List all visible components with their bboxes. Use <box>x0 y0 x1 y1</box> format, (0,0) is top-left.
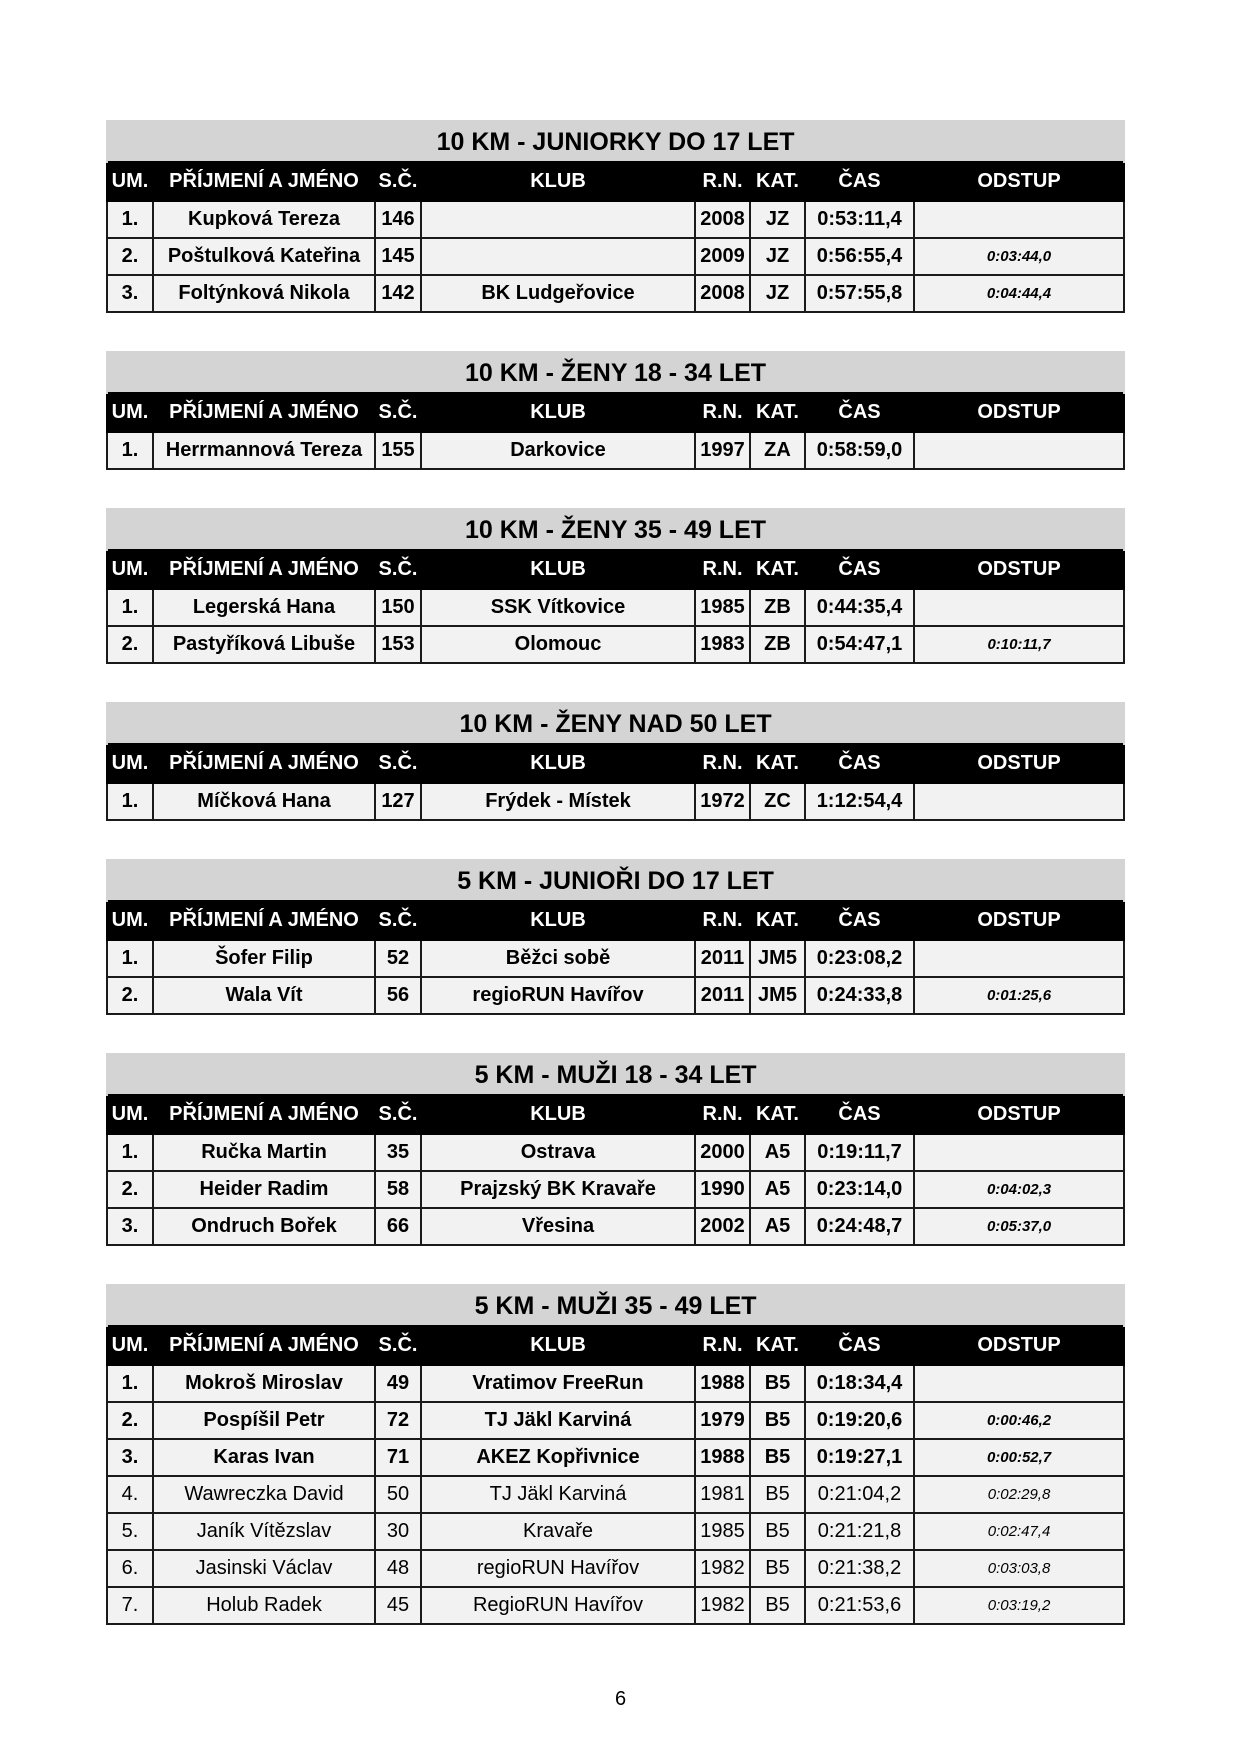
column-header-um: UM. <box>107 744 153 783</box>
category-cell: B5 <box>750 1550 805 1587</box>
gap-cell: 0:03:03,8 <box>914 1550 1124 1587</box>
column-header-rn: R.N. <box>695 550 750 589</box>
table-row <box>107 1402 1124 1439</box>
column-header-kat: KAT. <box>750 550 805 589</box>
column-header-name: PŘÍJMENÍ A JMÉNO <box>153 550 375 589</box>
year-cell: 2011 <box>695 977 750 1014</box>
gap-cell: 0:00:52,7 <box>914 1439 1124 1476</box>
bib-cell: 48 <box>375 1550 421 1587</box>
gap-cell <box>914 940 1124 977</box>
bib-cell: 72 <box>375 1402 421 1439</box>
club-cell: RegioRUN Havířov <box>421 1587 695 1624</box>
category-cell: JZ <box>750 275 805 312</box>
name-cell: Heider Radim <box>153 1171 375 1208</box>
year-cell: 1972 <box>695 783 750 820</box>
gap-cell <box>914 1365 1124 1402</box>
place-cell: 1. <box>107 783 153 820</box>
column-header-club: KLUB <box>421 393 695 432</box>
column-header-gap: ODSTUP <box>914 901 1124 940</box>
category-cell: JZ <box>750 238 805 275</box>
name-cell: Wala Vít <box>153 977 375 1014</box>
column-header-cas: ČAS <box>805 162 914 201</box>
time-cell: 0:44:35,4 <box>805 589 914 626</box>
column-header-name: PŘÍJMENÍ A JMÉNO <box>153 393 375 432</box>
column-header-gap: ODSTUP <box>914 1095 1124 1134</box>
club-cell: Běžci sobě <box>421 940 695 977</box>
bib-cell: 52 <box>375 940 421 977</box>
time-cell: 0:21:53,6 <box>805 1587 914 1624</box>
place-cell: 3. <box>107 275 153 312</box>
column-header-name: PŘÍJMENÍ A JMÉNO <box>153 1326 375 1365</box>
time-cell: 0:18:34,4 <box>805 1365 914 1402</box>
year-cell: 1985 <box>695 1513 750 1550</box>
section-title: 10 KM - ŽENY NAD 50 LET <box>107 703 1124 744</box>
time-cell: 0:21:04,2 <box>805 1476 914 1513</box>
table-row <box>107 1587 1124 1624</box>
gap-cell: 0:02:29,8 <box>914 1476 1124 1513</box>
column-header-club: KLUB <box>421 1095 695 1134</box>
results-table <box>106 1053 1125 1246</box>
gap-cell <box>914 432 1124 469</box>
bib-cell: 145 <box>375 238 421 275</box>
column-header-gap: ODSTUP <box>914 162 1124 201</box>
column-header-cas: ČAS <box>805 744 914 783</box>
section-title: 10 KM - ŽENY 18 - 34 LET <box>107 352 1124 393</box>
club-cell <box>421 201 695 238</box>
page-number: 6 <box>614 1688 627 1710</box>
column-header-rn: R.N. <box>695 393 750 432</box>
column-header-cas: ČAS <box>805 550 914 589</box>
bib-cell: 45 <box>375 1587 421 1624</box>
gap-cell: 0:04:44,4 <box>914 275 1124 312</box>
gap-cell: 0:00:46,2 <box>914 1402 1124 1439</box>
time-cell: 0:21:38,2 <box>805 1550 914 1587</box>
place-cell: 2. <box>107 238 153 275</box>
table-row <box>107 275 1124 312</box>
gap-cell <box>914 783 1124 820</box>
section-title: 5 KM - MUŽI 35 - 49 LET <box>107 1285 1124 1326</box>
time-cell: 0:23:14,0 <box>805 1171 914 1208</box>
year-cell: 1990 <box>695 1171 750 1208</box>
column-header-um: UM. <box>107 1326 153 1365</box>
club-cell: SSK Vítkovice <box>421 589 695 626</box>
club-cell: regioRUN Havířov <box>421 977 695 1014</box>
club-cell: Prajzský BK Kravaře <box>421 1171 695 1208</box>
bib-cell: 146 <box>375 201 421 238</box>
year-cell: 2002 <box>695 1208 750 1245</box>
column-header-gap: ODSTUP <box>914 393 1124 432</box>
table-row <box>107 1550 1124 1587</box>
name-cell: Ručka Martin <box>153 1134 375 1171</box>
column-header-rn: R.N. <box>695 162 750 201</box>
results-table <box>106 120 1125 313</box>
category-cell: B5 <box>750 1587 805 1624</box>
category-cell: JM5 <box>750 940 805 977</box>
category-cell: JZ <box>750 201 805 238</box>
results-table <box>106 859 1125 1015</box>
table-row <box>107 201 1124 238</box>
club-cell <box>421 238 695 275</box>
column-header-rn: R.N. <box>695 901 750 940</box>
name-cell: Pastyříková Libuše <box>153 626 375 663</box>
club-cell: Darkovice <box>421 432 695 469</box>
results-section <box>106 859 1123 1015</box>
category-cell: B5 <box>750 1402 805 1439</box>
column-header-club: KLUB <box>421 901 695 940</box>
gap-cell: 0:04:02,3 <box>914 1171 1124 1208</box>
results-section <box>106 1053 1123 1246</box>
category-cell: ZC <box>750 783 805 820</box>
column-header-cas: ČAS <box>805 901 914 940</box>
table-row <box>107 1513 1124 1550</box>
column-header-row <box>107 1095 1124 1134</box>
time-cell: 0:19:11,7 <box>805 1134 914 1171</box>
name-cell: Holub Radek <box>153 1587 375 1624</box>
category-cell: B5 <box>750 1513 805 1550</box>
time-cell: 0:19:27,1 <box>805 1439 914 1476</box>
section-title: 10 KM - JUNIORKY DO 17 LET <box>107 121 1124 162</box>
column-header-kat: KAT. <box>750 901 805 940</box>
column-header-kat: KAT. <box>750 1326 805 1365</box>
bib-cell: 153 <box>375 626 421 663</box>
section-title: 10 KM - ŽENY 35 - 49 LET <box>107 509 1124 550</box>
column-header-club: KLUB <box>421 162 695 201</box>
place-cell: 1. <box>107 1134 153 1171</box>
bib-cell: 35 <box>375 1134 421 1171</box>
place-cell: 2. <box>107 1171 153 1208</box>
name-cell: Wawreczka David <box>153 1476 375 1513</box>
column-header-sc: S.Č. <box>375 744 421 783</box>
column-header-row <box>107 1326 1124 1365</box>
place-cell: 2. <box>107 1402 153 1439</box>
bib-cell: 50 <box>375 1476 421 1513</box>
time-cell: 0:19:20,6 <box>805 1402 914 1439</box>
column-header-row <box>107 744 1124 783</box>
place-cell: 4. <box>107 1476 153 1513</box>
column-header-kat: KAT. <box>750 393 805 432</box>
category-cell: A5 <box>750 1171 805 1208</box>
column-header-cas: ČAS <box>805 1095 914 1134</box>
time-cell: 0:56:55,4 <box>805 238 914 275</box>
place-cell: 1. <box>107 940 153 977</box>
year-cell: 1988 <box>695 1365 750 1402</box>
column-header-um: UM. <box>107 1095 153 1134</box>
column-header-um: UM. <box>107 901 153 940</box>
club-cell: BK Ludgeřovice <box>421 275 695 312</box>
column-header-kat: KAT. <box>750 1095 805 1134</box>
column-header-row <box>107 393 1124 432</box>
gap-cell <box>914 589 1124 626</box>
column-header-name: PŘÍJMENÍ A JMÉNO <box>153 901 375 940</box>
club-cell: TJ Jäkl Karviná <box>421 1476 695 1513</box>
results-section <box>106 1284 1123 1625</box>
time-cell: 0:24:48,7 <box>805 1208 914 1245</box>
club-cell: Vratimov FreeRun <box>421 1365 695 1402</box>
bib-cell: 66 <box>375 1208 421 1245</box>
results-section <box>106 702 1123 821</box>
name-cell: Ondruch Bořek <box>153 1208 375 1245</box>
table-row <box>107 1476 1124 1513</box>
year-cell: 1981 <box>695 1476 750 1513</box>
gap-cell: 0:03:19,2 <box>914 1587 1124 1624</box>
year-cell: 2011 <box>695 940 750 977</box>
column-header-um: UM. <box>107 162 153 201</box>
column-header-gap: ODSTUP <box>914 550 1124 589</box>
column-header-sc: S.Č. <box>375 1095 421 1134</box>
year-cell: 2008 <box>695 201 750 238</box>
results-table <box>106 702 1125 821</box>
results-section <box>106 120 1123 313</box>
column-header-rn: R.N. <box>695 744 750 783</box>
table-row <box>107 940 1124 977</box>
name-cell: Poštulková Kateřina <box>153 238 375 275</box>
club-cell: AKEZ Kopřivnice <box>421 1439 695 1476</box>
results-sections <box>106 120 1123 1663</box>
column-header-name: PŘÍJMENÍ A JMÉNO <box>153 162 375 201</box>
time-cell: 0:53:11,4 <box>805 201 914 238</box>
name-cell: Pospíšil Petr <box>153 1402 375 1439</box>
gap-cell: 0:02:47,4 <box>914 1513 1124 1550</box>
column-header-rn: R.N. <box>695 1095 750 1134</box>
bib-cell: 49 <box>375 1365 421 1402</box>
name-cell: Herrmannová Tereza <box>153 432 375 469</box>
name-cell: Šofer Filip <box>153 940 375 977</box>
place-cell: 3. <box>107 1208 153 1245</box>
name-cell: Jasinski Václav <box>153 1550 375 1587</box>
table-row <box>107 238 1124 275</box>
column-header-um: UM. <box>107 550 153 589</box>
name-cell: Janík Vítězslav <box>153 1513 375 1550</box>
name-cell: Kupková Tereza <box>153 201 375 238</box>
club-cell: Frýdek - Místek <box>421 783 695 820</box>
column-header-row <box>107 162 1124 201</box>
year-cell: 1985 <box>695 589 750 626</box>
column-header-name: PŘÍJMENÍ A JMÉNO <box>153 744 375 783</box>
place-cell: 2. <box>107 626 153 663</box>
column-header-sc: S.Č. <box>375 393 421 432</box>
gap-cell <box>914 1134 1124 1171</box>
column-header-club: KLUB <box>421 550 695 589</box>
table-row <box>107 1134 1124 1171</box>
results-table <box>106 1284 1125 1625</box>
place-cell: 2. <box>107 977 153 1014</box>
gap-cell <box>914 201 1124 238</box>
gap-cell: 0:01:25,6 <box>914 977 1124 1014</box>
section-title: 5 KM - JUNIOŘI DO 17 LET <box>107 860 1124 901</box>
bib-cell: 71 <box>375 1439 421 1476</box>
year-cell: 2000 <box>695 1134 750 1171</box>
category-cell: ZA <box>750 432 805 469</box>
place-cell: 1. <box>107 589 153 626</box>
column-header-row <box>107 901 1124 940</box>
name-cell: Legerská Hana <box>153 589 375 626</box>
column-header-cas: ČAS <box>805 1326 914 1365</box>
column-header-cas: ČAS <box>805 393 914 432</box>
year-cell: 1997 <box>695 432 750 469</box>
table-row <box>107 589 1124 626</box>
column-header-sc: S.Č. <box>375 162 421 201</box>
column-header-club: KLUB <box>421 744 695 783</box>
table-row <box>107 432 1124 469</box>
bib-cell: 58 <box>375 1171 421 1208</box>
time-cell: 0:23:08,2 <box>805 940 914 977</box>
bib-cell: 150 <box>375 589 421 626</box>
year-cell: 2008 <box>695 275 750 312</box>
club-cell: regioRUN Havířov <box>421 1550 695 1587</box>
category-cell: B5 <box>750 1476 805 1513</box>
category-cell: B5 <box>750 1365 805 1402</box>
column-header-gap: ODSTUP <box>914 744 1124 783</box>
place-cell: 1. <box>107 1365 153 1402</box>
place-cell: 1. <box>107 432 153 469</box>
time-cell: 1:12:54,4 <box>805 783 914 820</box>
year-cell: 2009 <box>695 238 750 275</box>
club-cell: Kravaře <box>421 1513 695 1550</box>
column-header-gap: ODSTUP <box>914 1326 1124 1365</box>
results-section <box>106 351 1123 470</box>
gap-cell: 0:10:11,7 <box>914 626 1124 663</box>
place-cell: 5. <box>107 1513 153 1550</box>
time-cell: 0:57:55,8 <box>805 275 914 312</box>
bib-cell: 155 <box>375 432 421 469</box>
results-table <box>106 508 1125 664</box>
time-cell: 0:24:33,8 <box>805 977 914 1014</box>
bib-cell: 127 <box>375 783 421 820</box>
column-header-sc: S.Č. <box>375 550 421 589</box>
club-cell: TJ Jäkl Karviná <box>421 1402 695 1439</box>
name-cell: Mokroš Miroslav <box>153 1365 375 1402</box>
table-row <box>107 626 1124 663</box>
category-cell: A5 <box>750 1208 805 1245</box>
bib-cell: 56 <box>375 977 421 1014</box>
year-cell: 1988 <box>695 1439 750 1476</box>
category-cell: ZB <box>750 626 805 663</box>
column-header-rn: R.N. <box>695 1326 750 1365</box>
year-cell: 1983 <box>695 626 750 663</box>
table-row <box>107 1365 1124 1402</box>
place-cell: 1. <box>107 201 153 238</box>
column-header-sc: S.Č. <box>375 901 421 940</box>
table-row <box>107 977 1124 1014</box>
year-cell: 1979 <box>695 1402 750 1439</box>
table-row <box>107 783 1124 820</box>
name-cell: Míčková Hana <box>153 783 375 820</box>
time-cell: 0:21:21,8 <box>805 1513 914 1550</box>
gap-cell: 0:05:37,0 <box>914 1208 1124 1245</box>
club-cell: Vřesina <box>421 1208 695 1245</box>
gap-cell: 0:03:44,0 <box>914 238 1124 275</box>
column-header-kat: KAT. <box>750 162 805 201</box>
time-cell: 0:54:47,1 <box>805 626 914 663</box>
name-cell: Foltýnková Nikola <box>153 275 375 312</box>
column-header-kat: KAT. <box>750 744 805 783</box>
place-cell: 7. <box>107 1587 153 1624</box>
column-header-um: UM. <box>107 393 153 432</box>
place-cell: 3. <box>107 1439 153 1476</box>
year-cell: 1982 <box>695 1587 750 1624</box>
table-row <box>107 1208 1124 1245</box>
category-cell: A5 <box>750 1134 805 1171</box>
results-table <box>106 351 1125 470</box>
place-cell: 6. <box>107 1550 153 1587</box>
time-cell: 0:58:59,0 <box>805 432 914 469</box>
column-header-sc: S.Č. <box>375 1326 421 1365</box>
category-cell: ZB <box>750 589 805 626</box>
club-cell: Ostrava <box>421 1134 695 1171</box>
column-header-row <box>107 550 1124 589</box>
table-row <box>107 1171 1124 1208</box>
bib-cell: 142 <box>375 275 421 312</box>
section-title: 5 KM - MUŽI 18 - 34 LET <box>107 1054 1124 1095</box>
bib-cell: 30 <box>375 1513 421 1550</box>
category-cell: B5 <box>750 1439 805 1476</box>
results-section <box>106 508 1123 664</box>
table-row <box>107 1439 1124 1476</box>
column-header-club: KLUB <box>421 1326 695 1365</box>
name-cell: Karas Ivan <box>153 1439 375 1476</box>
column-header-name: PŘÍJMENÍ A JMÉNO <box>153 1095 375 1134</box>
year-cell: 1982 <box>695 1550 750 1587</box>
club-cell: Olomouc <box>421 626 695 663</box>
category-cell: JM5 <box>750 977 805 1014</box>
